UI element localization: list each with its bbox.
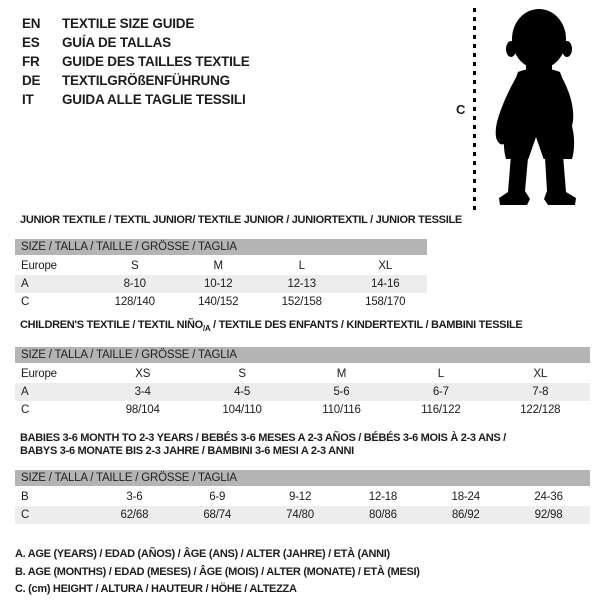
value-cell: 128/140 [114,296,155,308]
lang-row-it [22,90,250,109]
lang-label: TEXTILE SIZE GUIDE [62,16,195,31]
row-label-cell: C [21,404,30,417]
row-label-cell: B [21,491,29,504]
junior-table [15,257,427,311]
lang-code: DE [22,73,41,88]
footnotes-block [15,546,590,599]
table-row [15,293,427,311]
value-cell: 6-7 [432,386,449,399]
lang-code: FR [22,54,40,69]
babies-table [15,488,590,524]
children-textile-section [15,319,590,419]
value-cell: 110/116 [322,404,361,417]
value-cell: 24-36 [534,491,563,504]
value-cell: 98/104 [125,404,160,417]
junior-size-table [15,239,427,311]
value-cell: 152/158 [281,296,322,308]
size-header-bar: SIZE / TALLA / TAILLE / GRÖSSE / TAGLIA [15,239,427,255]
value-cell: 3-6 [126,491,143,504]
lang-row-es [22,33,250,52]
size-header-bar: SIZE / TALLA / TAILLE / GRÖSSE / TAGLIA [15,470,590,486]
value-cell: XL [378,260,393,272]
children-table [15,365,590,419]
title-line-2: BABYS 3-6 MONATE BIS 2-3 JAHRE / BAMBINI 3-6 MESI A 2-3 ANNI [20,445,354,458]
value-cell: 80/86 [369,509,397,522]
table-row [15,488,590,506]
value-cell: 116/122 [421,404,461,417]
table-row [15,401,590,419]
lang-code: EN [22,16,41,31]
table-row [15,506,590,524]
table-row [15,257,427,275]
value-cell: 122/128 [520,404,561,417]
lang-label: GUIDE DES TAILLES TEXTILE [62,54,250,69]
title-subscript: /A [202,324,211,334]
row-label-cell: A [21,386,29,399]
value-cell: 140/152 [198,296,239,308]
language-title-block [22,14,250,109]
lang-label: GUIDA ALLE TAGLIE TESSILI [62,92,246,107]
babies-table-title [20,432,590,458]
value-cell: 10-12 [204,278,233,290]
value-cell: 158/170 [365,296,406,308]
value-cell: XS [135,368,151,381]
value-cell: 62/68 [120,509,149,522]
lang-row-de [22,71,250,90]
value-cell: M [336,368,347,381]
table-row [15,365,590,383]
lang-row-en [22,14,250,33]
row-label-cell: C [21,509,30,522]
title-line-1: BABIES 3-6 MONTH TO 2-3 YEARS / BEBÉS 3-6 MESES A 2-3 AÑOS / BÉBÉS 3-6 MOIS À 2-3 ANS / [20,432,506,445]
value-cell: M [213,260,223,272]
value-cell: 18-24 [451,491,480,504]
babies-size-table [15,470,590,524]
row-label-cell: C [21,296,30,308]
junior-table-title: JUNIOR TEXTILE / TEXTIL JUNIOR/ TEXTILE JUNIOR / JUNIORTEXTIL / JUNIOR TESSILE [20,214,462,226]
value-cell: 9-12 [288,491,312,504]
value-cell: 86/92 [451,509,480,522]
lang-code: IT [22,92,34,107]
footnote-b: B. AGE (MONTHS) / EDAD (MESES) / ÂGE (MOIS) / ALTER (MONATE) / ETÀ (MESI) [15,565,420,578]
footnote-c: C. (cm) HEIGHT / ALTURA / HAUTEUR / HÖHE / ALTEZZA [15,583,297,596]
lang-label: TEXTILGRÖßENFÜHRUNG [62,73,230,88]
value-cell: S [131,260,139,272]
value-cell: 92/98 [534,509,563,522]
footnote-a: A. AGE (YEARS) / EDAD (AÑOS) / ÂGE (ANS) / ALTER (JAHRE) / ETÀ (ANNI) [15,548,390,561]
lang-label: GUÍA DE TALLAS [62,35,171,50]
lang-row-fr [22,52,250,71]
value-cell: 12-18 [368,491,398,504]
value-cell: 68/74 [203,509,232,522]
table-row [15,383,590,401]
value-cell: 8-10 [123,278,146,290]
table-row [15,275,427,293]
value-cell: 104/110 [222,404,262,417]
row-label-cell: A [21,278,29,290]
value-cell: S [238,368,246,381]
size-header-bar: SIZE / TALLA / TAILLE / GRÖSSE / TAGLIA [15,347,590,363]
height-measure-label: C [456,102,466,117]
children-table-title [20,319,590,335]
title-text: / TEXTILE DES ENFANTS / KINDERTEXTIL / BAMBINI TESSILE [210,319,523,331]
row-label-cell: Europe [21,368,57,381]
value-cell: 6-9 [209,491,226,504]
babies-textile-section [15,432,590,524]
value-cell: 12-13 [287,278,316,290]
value-cell: 3-4 [134,386,151,399]
value-cell: L [298,260,305,272]
value-cell: L [437,368,444,381]
value-cell: 14-16 [371,278,400,290]
row-label-cell: Europe [21,260,57,272]
value-cell: 7-8 [532,386,549,399]
value-cell: 5-6 [333,386,350,399]
lang-code: ES [22,35,40,50]
value-cell: XL [533,368,548,381]
value-cell: 4-5 [234,386,251,399]
junior-textile-section [15,214,590,311]
children-size-table [15,347,590,419]
title-text: CHILDREN'S TEXTILE / TEXTIL NIÑO [20,319,203,331]
value-cell: 74/80 [286,509,314,522]
tables-content [15,109,590,599]
